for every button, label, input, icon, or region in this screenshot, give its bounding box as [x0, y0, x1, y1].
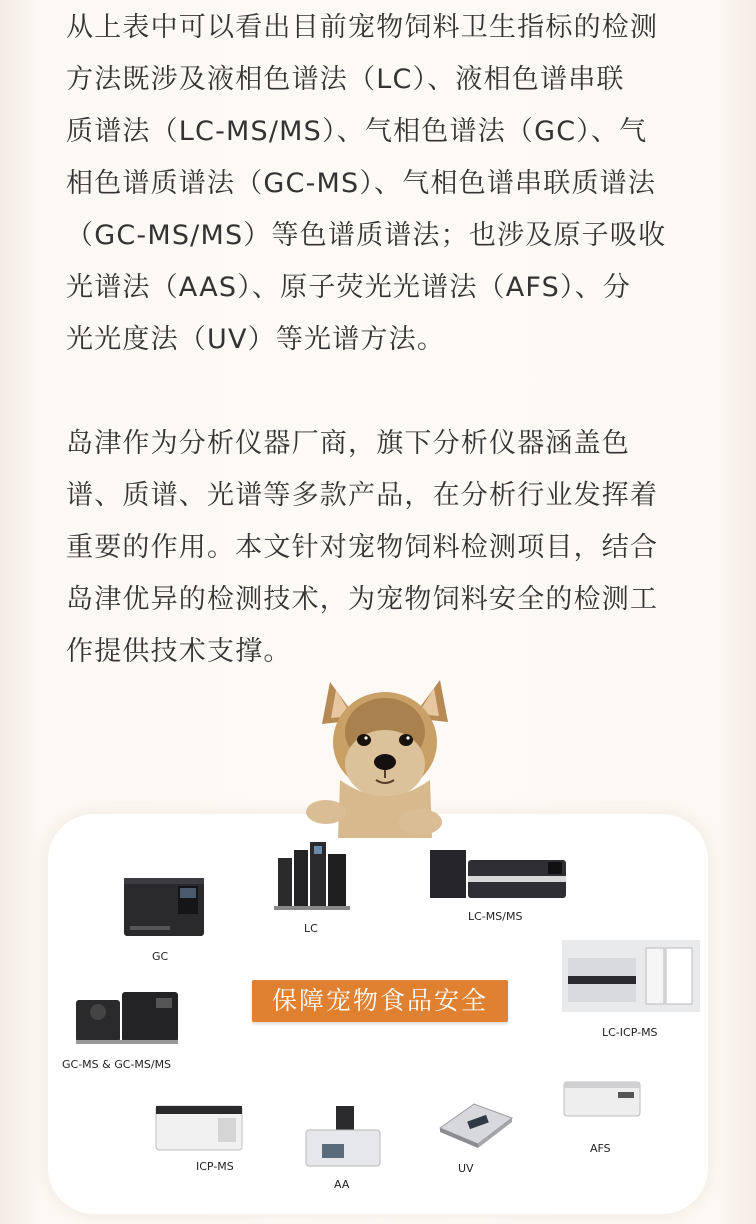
gcms-label: GC-MS & GC-MS/MS: [62, 1058, 172, 1071]
afs-label: AFS: [590, 1142, 611, 1155]
icp-ms-label: ICP-MS: [196, 1160, 234, 1173]
pet-food-safety-banner: 保障宠物食品安全: [252, 980, 508, 1022]
text-line: 光光度法（UV）等光谱方法。: [66, 324, 446, 355]
text-line: 相色谱质谱法（GC-MS）、气相色谱串联质谱法: [66, 168, 657, 199]
gcms-instrument-image: [72, 988, 182, 1046]
text-line: 岛津优异的检测技术，为宠物饲料安全的检测工: [66, 584, 659, 615]
dog-illustration: [300, 662, 470, 840]
gc-instrument-image: [122, 868, 208, 940]
text-line: 作提供技术支撑。: [66, 636, 292, 667]
lc-msms-label: LC-MS/MS: [468, 910, 523, 923]
text-line: 重要的作用。本文针对宠物饲料检测项目，结合: [66, 532, 659, 563]
text-line: 方法既涉及液相色谱法（LC）、液相色谱串联: [66, 64, 625, 95]
lc-icp-ms-label: LC-ICP-MS: [602, 1026, 658, 1039]
text-line: 从上表中可以看出目前宠物饲料卫生指标的检测: [66, 12, 659, 43]
text-line: 谱、质谱、光谱等多款产品，在分析行业发挥着: [66, 480, 659, 511]
lc-label: LC: [304, 922, 318, 935]
uv-instrument-image: [434, 1098, 516, 1150]
text-line: 岛津作为分析仪器厂商，旗下分析仪器涵盖色: [66, 428, 630, 459]
aa-instrument-image: [302, 1104, 384, 1170]
icp-ms-instrument-image: [154, 1100, 244, 1154]
text-line: 质谱法（LC-MS/MS）、气相色谱法（GC）、气: [66, 116, 648, 147]
lc-instrument-image: [274, 836, 352, 912]
gc-label: GC: [152, 950, 169, 963]
text-line: 光谱法（AAS）、原子荧光光谱法（AFS）、分: [66, 272, 632, 303]
paragraph-chromatography-methods: [66, 2, 706, 366]
lc-msms-instrument-image: [428, 846, 570, 902]
afs-instrument-image: [562, 1076, 642, 1120]
aa-label: AA: [334, 1178, 350, 1191]
lc-icp-ms-instrument-image: [562, 940, 700, 1012]
text-line: （GC-MS/MS）等色谱质谱法；也涉及原子吸收: [66, 220, 667, 251]
uv-label: UV: [458, 1162, 474, 1175]
paragraph-shimadzu-intro: [66, 418, 706, 678]
